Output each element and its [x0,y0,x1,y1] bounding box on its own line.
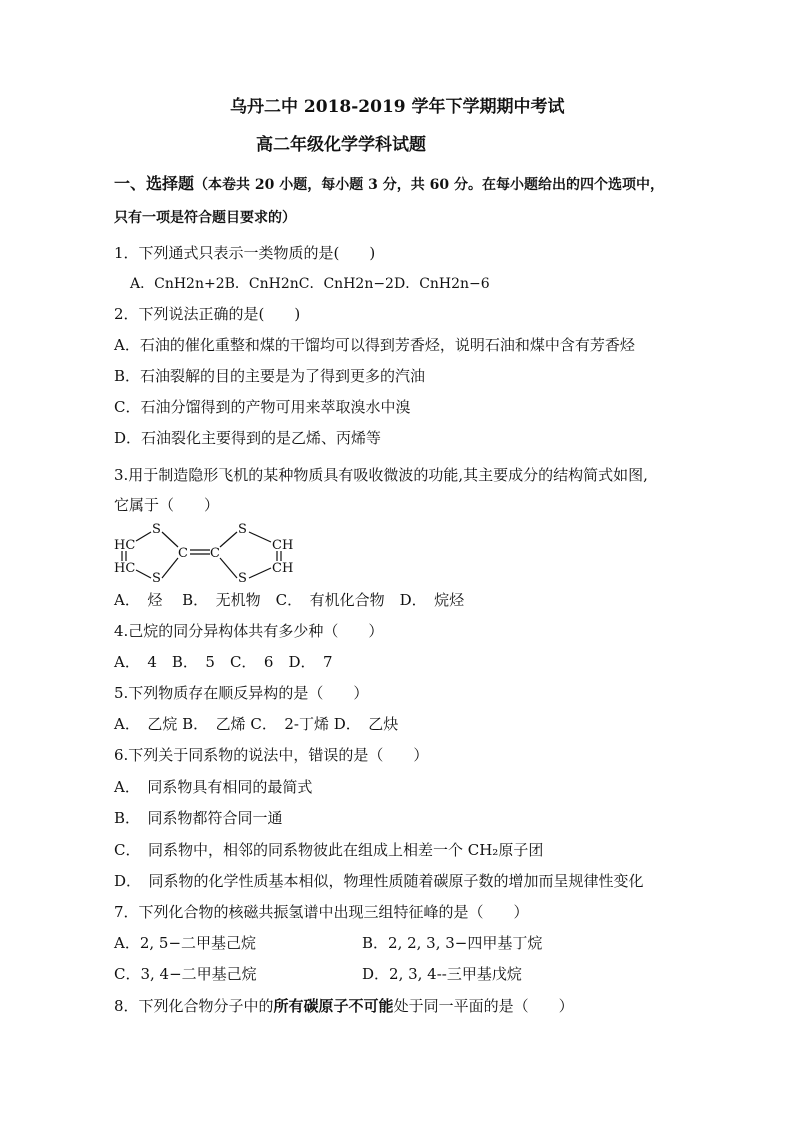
q8-stem [114,996,574,1016]
q7-option-c: C．3, 4−二甲基己烷 [114,965,257,983]
q5-options: A． 乙烷 B． 乙烯 C． 2-丁烯 D． 乙炔 [114,715,399,733]
struct-label-hc2: HC [114,561,136,576]
q7-option-a: A．2, 5−二甲基己烷 [114,934,257,952]
q6-option-d: D． 同系物的化学性质基本相似，物理性质随着碳原子数的增加而呈规律性变化 [114,872,644,890]
section-note-line1: （本卷共 20 小题，每小题 3 分，共 60 分。在每小题给出的四个选项中， [194,177,664,193]
q2-option-a: A．石油的催化重整和煤的干馏均可以得到芳香烃，说明石油和煤中含有芳香烃 [114,336,635,354]
bond-l3 [136,570,151,578]
bond-r1 [220,532,237,547]
section-note-line2: 只有一项是符合题目要求的） [114,210,296,226]
bond-r2 [249,532,271,542]
q6-stem: 6.下列关于同系物的说法中，错误的是（ ） [114,746,429,764]
q1-stem: 1．下列通式只表示一类物质的是( ) [114,244,376,262]
q4-options: A． 4 B． 5 C． 6 D． 7 [114,653,333,671]
q3-options: A． 烃 B． 无机物 C． 有机化合物 D． 烷烃 [114,591,465,609]
q6-option-a: A． 同系物具有相同的最简式 [114,778,313,796]
struct-label-hc1: HC [114,538,136,553]
q7-row1 [114,933,543,953]
q6-option-c: C． 同系物中，相邻的同系物彼此在组成上相差一个 CH₂原子团 [114,841,544,859]
q7-row2 [114,964,522,984]
struct-label-s2: S [152,571,161,586]
q7-option-d: D．2, 3, 4--三甲基戊烷 [362,965,522,983]
section-heading [114,174,664,195]
struct-label-s4: S [238,571,247,586]
bond-r3 [220,558,237,578]
q2-option-b: B．石油裂解的目的主要是为了得到更多的汽油 [114,367,426,385]
q3-stem-line2: 它属于（ ） [114,496,220,514]
section-title: 一、选择题 [114,174,195,193]
q7-stem: 7．下列化合物的核磁共振氢谱中出现三组特征峰的是（ ） [114,903,529,921]
q3-stem-line1: 3.用于制造隐形飞机的某种物质具有吸收微波的功能,其主要成分的结构简式如图, [114,466,648,484]
bond-l1 [136,532,151,541]
struct-label-s1: S [152,522,161,537]
struct-label-c1: C [178,546,188,561]
exam-subtitle: 高二年级化学学科试题 [256,135,426,155]
q8-stem-pre: 8．下列化合物分子中的 [114,997,274,1015]
exam-title: 乌丹二中 2018-2019 学年下学期期中考试 [230,97,565,117]
q5-stem: 5.下列物质存在顺反异构的是（ ） [114,684,369,702]
struct-label-ch2: CH [272,561,294,576]
tetrathiafulvalene-structure [114,520,304,586]
q6-option-b: B． 同系物都符合同一通 [114,809,283,827]
struct-label-ch1: CH [272,538,294,553]
q2-option-c: C．石油分馏得到的产物可用来萃取溴水中溴 [114,398,411,416]
q1-options: A．CnH2n+2B．CnH2nC．CnH2n−2D．CnH2n−6 [130,276,490,292]
q2-option-d: D．石油裂化主要得到的是乙烯、丙烯等 [114,429,382,447]
bond-l2 [162,532,178,547]
q8-stem-post: 处于同一平面的是（ ） [393,997,574,1015]
q2-stem: 2．下列说法正确的是( ) [114,305,301,323]
q4-stem: 4.己烷的同分异构体共有多少种（ ） [114,622,384,640]
struct-label-s3: S [238,522,247,537]
q7-option-b: B．2, 2, 3, 3−四甲基丁烷 [362,934,543,952]
struct-label-c2: C [210,546,220,561]
bond-r4 [249,568,271,578]
bond-l4 [162,558,178,578]
q8-stem-emphasis: 所有碳原子不可能 [273,997,394,1015]
